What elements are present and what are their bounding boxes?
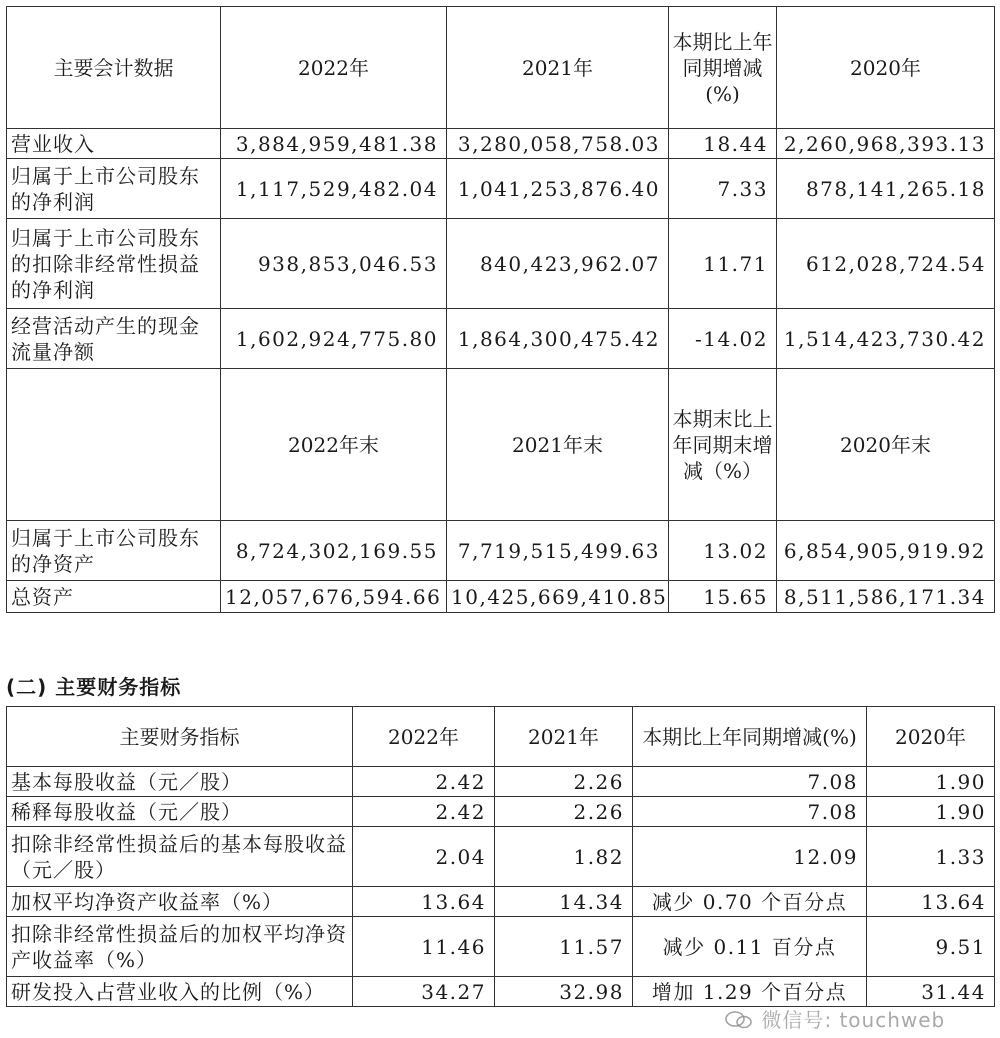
- cell-2021: 1.82: [495, 827, 633, 887]
- cell-2022: 34.27: [353, 977, 495, 1007]
- header-label: 主要会计数据: [7, 7, 221, 129]
- subheader-label: [7, 369, 221, 521]
- header-change: 本期比上年同期增减(%): [633, 707, 867, 767]
- cell-2022: 1,602,924,775.80: [221, 309, 447, 369]
- table-row: [7, 521, 995, 581]
- cell-2021: 11.57: [495, 917, 633, 977]
- table-row: [7, 219, 995, 309]
- row-label: 经营活动产生的现金流量净额: [7, 309, 221, 369]
- cell-2022: 11.46: [353, 917, 495, 977]
- table-row: [7, 917, 995, 977]
- row-label: 归属于上市公司股东的净利润: [7, 159, 221, 219]
- cell-2020: 878,141,265.18: [777, 159, 995, 219]
- table-row: [7, 797, 995, 827]
- header-2020: 2020年: [777, 7, 995, 129]
- cell-2021: 32.98: [495, 977, 633, 1007]
- cell-change: 7.08: [633, 797, 867, 827]
- row-label: 归属于上市公司股东的扣除非经常性损益的净利润: [7, 219, 221, 309]
- header-2021: 2021年: [495, 707, 633, 767]
- header-2022: 2022年: [221, 7, 447, 129]
- table-row: [7, 581, 995, 613]
- subheader-2020: 2020年末: [777, 369, 995, 521]
- table-header-row: [7, 707, 995, 767]
- cell-2021: 14.34: [495, 887, 633, 917]
- header-2021: 2021年: [447, 7, 669, 129]
- cell-change: 7.33: [669, 159, 777, 219]
- header-label: 主要财务指标: [7, 707, 353, 767]
- table-row: [7, 887, 995, 917]
- row-label: 加权平均净资产收益率（%）: [7, 887, 353, 917]
- watermark-text: 微信号: touchweb: [761, 1008, 946, 1032]
- cell-2021: 7,719,515,499.63: [447, 521, 669, 581]
- cell-change: 11.71: [669, 219, 777, 309]
- cell-2022: 1,117,529,482.04: [221, 159, 447, 219]
- cell-2022: 13.64: [353, 887, 495, 917]
- cell-2022: 2.04: [353, 827, 495, 887]
- cell-2020: 13.64: [867, 887, 995, 917]
- section-title: (二) 主要财务指标: [6, 675, 182, 699]
- cell-2022: 3,884,959,481.38: [221, 129, 447, 159]
- cell-2020: 9.51: [867, 917, 995, 977]
- cell-2022: 12,057,676,594.66: [221, 581, 447, 613]
- row-label: 营业收入: [7, 129, 221, 159]
- cell-change: 减少 0.11 百分点: [633, 917, 867, 977]
- row-label: 稀释每股收益（元／股）: [7, 797, 353, 827]
- cell-2020: 612,028,724.54: [777, 219, 995, 309]
- subheader-2022: 2022年末: [221, 369, 447, 521]
- row-label: 总资产: [7, 581, 221, 613]
- cell-2020: 1.90: [867, 797, 995, 827]
- cell-2020: 8,511,586,171.34: [777, 581, 995, 613]
- cell-2021: 840,423,962.07: [447, 219, 669, 309]
- header-change: 本期比上年同期增减(%): [669, 7, 777, 129]
- cell-2022: 2.42: [353, 797, 495, 827]
- cell-2021: 1,041,253,876.40: [447, 159, 669, 219]
- row-label: 扣除非经常性损益后的加权平均净资产收益率（%）: [7, 917, 353, 977]
- cell-2021: 2.26: [495, 797, 633, 827]
- accounting-data-table: [6, 6, 995, 613]
- wechat-icon: [724, 1010, 754, 1030]
- table-row: [7, 767, 995, 797]
- row-label: 研发投入占营业收入的比例（%）: [7, 977, 353, 1007]
- watermark: [724, 1004, 945, 1033]
- header-2020: 2020年: [867, 707, 995, 767]
- cell-2021: 1,864,300,475.42: [447, 309, 669, 369]
- cell-2022: 8,724,302,169.55: [221, 521, 447, 581]
- cell-2021: 3,280,058,758.03: [447, 129, 669, 159]
- cell-2020: 1.33: [867, 827, 995, 887]
- cell-2020: 1,514,423,730.42: [777, 309, 995, 369]
- table-header-row: [7, 7, 995, 129]
- row-label: 基本每股收益（元／股）: [7, 767, 353, 797]
- cell-change: 增加 1.29 个百分点: [633, 977, 867, 1007]
- cell-change: 15.65: [669, 581, 777, 613]
- cell-2022: 938,853,046.53: [221, 219, 447, 309]
- cell-2021: 10,425,669,410.85: [447, 581, 669, 613]
- cell-change: -14.02: [669, 309, 777, 369]
- cell-change: 18.44: [669, 129, 777, 159]
- table-row: [7, 309, 995, 369]
- table-subheader-row: [7, 369, 995, 521]
- table-row: [7, 977, 995, 1007]
- financial-indicators-table: [6, 706, 995, 1007]
- cell-2021: 2.26: [495, 767, 633, 797]
- cell-2020: 1.90: [867, 767, 995, 797]
- cell-change: 12.09: [633, 827, 867, 887]
- cell-2020: 6,854,905,919.92: [777, 521, 995, 581]
- subheader-change: 本期末比上年同期末增减（%）: [669, 369, 777, 521]
- subheader-2021: 2021年末: [447, 369, 669, 521]
- header-2022: 2022年: [353, 707, 495, 767]
- cell-2020: 31.44: [867, 977, 995, 1007]
- cell-2022: 2.42: [353, 767, 495, 797]
- row-label: 归属于上市公司股东的净资产: [7, 521, 221, 581]
- cell-change: 减少 0.70 个百分点: [633, 887, 867, 917]
- table-row: [7, 129, 995, 159]
- cell-change: 13.02: [669, 521, 777, 581]
- table-row: [7, 159, 995, 219]
- cell-2020: 2,260,968,393.13: [777, 129, 995, 159]
- cell-change: 7.08: [633, 767, 867, 797]
- table-row: [7, 827, 995, 887]
- row-label: 扣除非经常性损益后的基本每股收益（元／股）: [7, 827, 353, 887]
